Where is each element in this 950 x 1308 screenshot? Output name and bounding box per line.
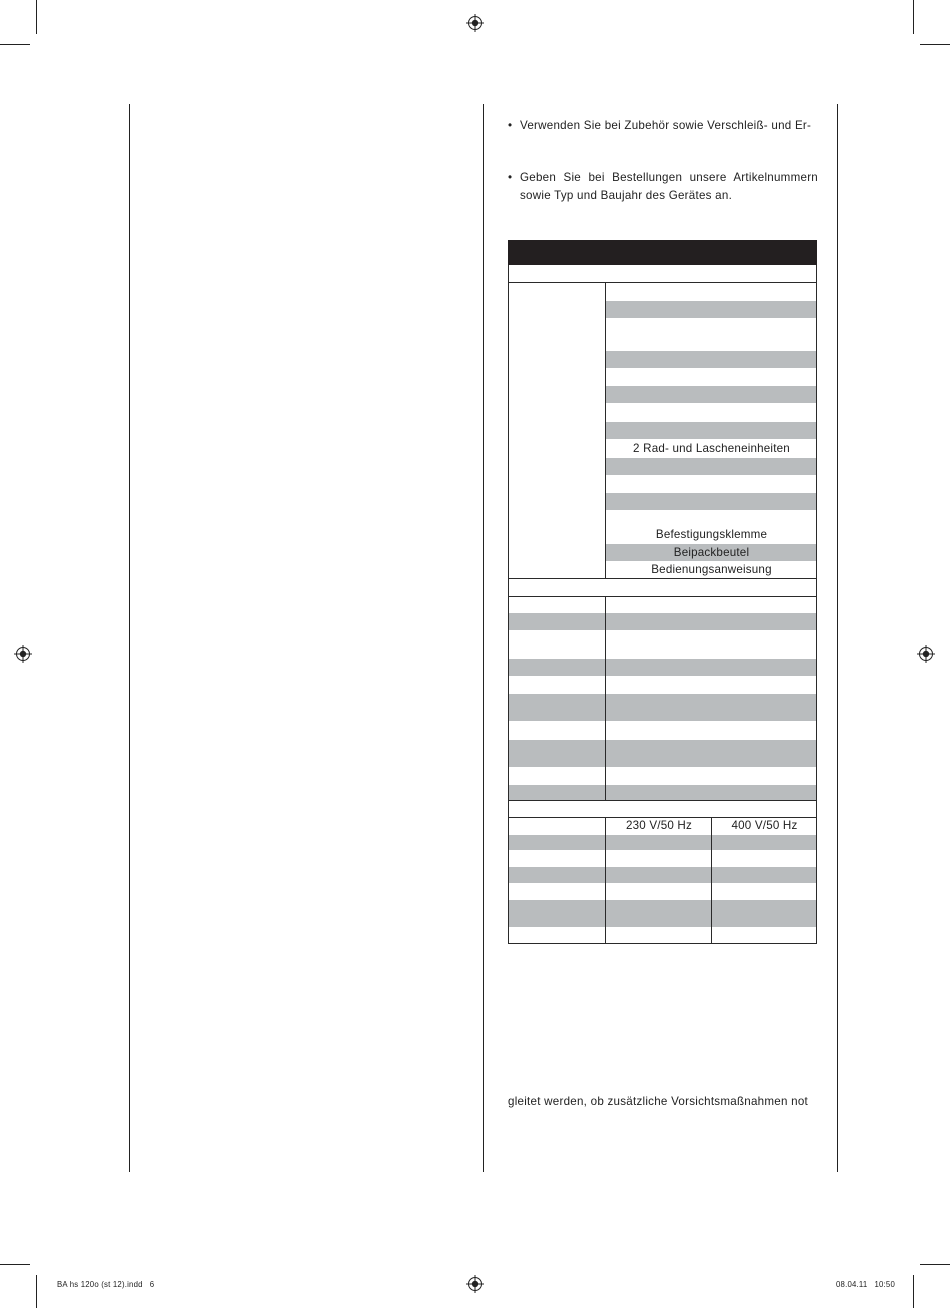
crop-mark <box>920 1264 950 1265</box>
table-band <box>508 740 817 767</box>
table-line <box>508 265 509 944</box>
crop-mark <box>920 44 950 45</box>
crop-mark <box>36 1275 37 1308</box>
table-band <box>606 458 817 475</box>
table-cell: 2 Rad- und Lascheneinheiten <box>633 442 790 455</box>
registration-mark-icon <box>466 1275 484 1293</box>
table-band <box>606 422 817 439</box>
table-band <box>508 694 817 721</box>
technical-data-table <box>508 240 817 944</box>
table-band <box>508 613 817 630</box>
bullet-dot-icon: • <box>508 119 513 132</box>
body-text: gleitet werden, ob zusätzliche Vorsichtsmaßnahmen not <box>508 1095 809 1108</box>
registration-mark-icon <box>466 14 484 32</box>
table-band <box>508 867 817 883</box>
table-cell: Befestigungsklemme <box>655 528 768 541</box>
table-cell: Bedienungsanweisung <box>651 563 772 576</box>
table-line <box>508 282 817 283</box>
registration-mark-icon <box>917 645 935 663</box>
table-band <box>508 785 817 800</box>
table-line <box>508 596 817 597</box>
registration-mark-icon <box>14 645 32 663</box>
table-band <box>606 386 817 403</box>
bullet-text: Verwenden Sie bei Zubehör sowie Verschleiß- und Er- <box>520 119 812 132</box>
table-line <box>816 265 817 944</box>
crop-mark <box>913 0 914 34</box>
table-line <box>508 578 817 579</box>
crop-mark <box>36 0 37 34</box>
footer-file-name: BA hs 120o (st 12).indd 6 <box>57 1280 155 1289</box>
table-band <box>508 659 817 676</box>
bullet-dot-icon: • <box>508 171 513 184</box>
bullet-text: Geben Sie bei Bestellungen unsere Artikelnummern sowie Typ und Baujahr des Gerätes an. <box>520 171 818 202</box>
table-line <box>711 817 712 943</box>
voltage-header: 400 V/50 Hz <box>731 819 798 832</box>
table-band <box>508 900 817 927</box>
table-line <box>508 800 817 801</box>
table-line <box>605 817 606 943</box>
table-line <box>605 596 606 800</box>
table-band <box>606 351 817 368</box>
table-band <box>606 493 817 510</box>
bullet-item <box>508 169 818 205</box>
crop-mark <box>913 1275 914 1308</box>
table-band <box>606 301 817 318</box>
voltage-header: 230 V/50 Hz <box>625 819 692 832</box>
table-cell: Beipackbeutel <box>673 546 750 559</box>
table-line <box>508 943 817 944</box>
column-rule <box>837 104 838 1172</box>
bullet-item <box>508 117 818 135</box>
table-band <box>508 835 817 850</box>
footer-date: 08.04.11 10:50 <box>836 1280 895 1289</box>
column-rule <box>129 104 130 1172</box>
crop-mark <box>0 1264 30 1265</box>
column-rule <box>483 104 484 1172</box>
table-header-bar <box>508 240 817 265</box>
crop-mark <box>0 44 30 45</box>
